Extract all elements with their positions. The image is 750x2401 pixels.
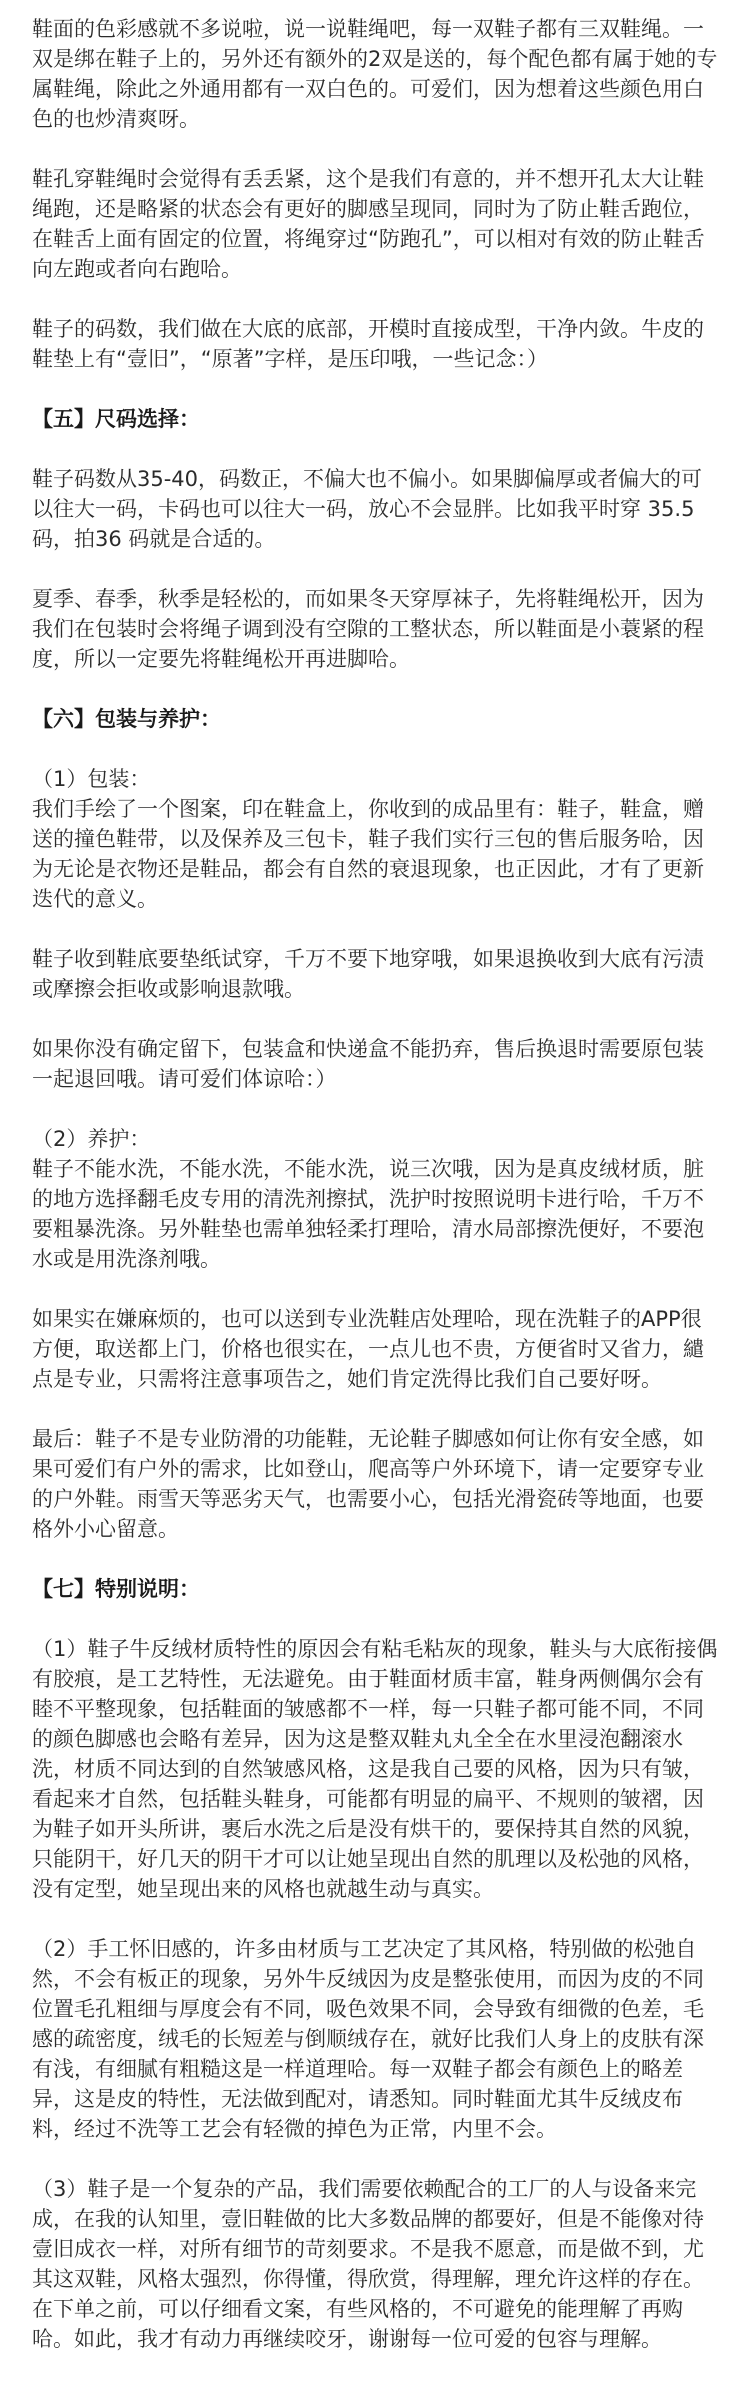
safety-paragraph: 最后：鞋子不是专业防滑的功能鞋，无论鞋子脚感如何让你有安全感，如果可爱们有户外的需求，比如登山，爬高等户外环境下，请一定要穿专业的户外鞋。雨雪天等恶劣天气，也需要小心，包括光滑瓷砖等地面，也要格外小心留意。 <box>32 1427 704 1541</box>
intro-eyelet-paragraph: 鞋孔穿鞋绳时会觉得有丢丢紧，这个是我们有意的，并不想开孔太大让鞋绳跑，还是略紧的状态会有更好的脚感呈现同，同时为了防止鞋舌跑位，在鞋舌上面有固定的位置，将绳穿过“防跑孔”，可以相对有效的防止鞋舌向左跑或者向右跑哈。 <box>32 167 705 281</box>
intro-size-mark-paragraph: 鞋子的码数，我们做在大底的底部，开模时直接成型，干净内敛。牛皮的鞋垫上有“壹旧”，“原著”字样，是压印哦，一些记念：） <box>32 317 704 371</box>
care-paragraph: （2）养护： 鞋子不能水洗，不能水洗，不能水洗，说三次哦，因为是真皮绒材质，脏的地方选择翻毛皮专用的清洗剂擦拭，洗护时按照说明卡进行哈，千万不要粗暴洗涤。另外鞋垫也需单独轻柔打理哈，清水局部擦洗便好，不要泡水或是用洗涤剂哦。 <box>32 1127 704 1271</box>
size-guide-paragraph: 鞋子码数从35-40，码数正，不偏大也不偏小。如果脚偏厚或者偏大的可以往大一码，卡码也可以往大一码，放心不会显胖。比如我平时穿 35.5码，拍36 码就是合适的。 <box>32 467 703 551</box>
section-seven-heading: 【七】特别说明： <box>32 1577 200 1601</box>
try-on-paragraph: 鞋子收到鞋底要垫纸试穿，千万不要下地穿哦，如果退换收到大底有污渍或摩擦会拒收或影响退款哦。 <box>32 947 704 1001</box>
section-five-heading: 【五】尺码选择： <box>32 407 200 431</box>
intro-shoelace-paragraph: 鞋面的色彩感就不多说啦，说一说鞋绳吧，每一双鞋子都有三双鞋绳。一双是绑在鞋子上的，另外还有额外的2双是送的，每个配色都有属于她的专属鞋绳，除此之外通用都有一双白色的。可爱们，因为想着这些颜色用白色的也炒清爽呀。 <box>32 17 718 131</box>
section-six-heading: 【六】包装与养护： <box>32 707 221 731</box>
season-fit-paragraph: 夏季、春季，秋季是轻松的，而如果冬天穿厚袜子，先将鞋绳松开，因为我们在包装时会将绳子调到没有空隙的工整状态，所以鞋面是小蓑紧的程度，所以一定要先将鞋绳松开再进脚哈。 <box>32 587 704 671</box>
packaging-paragraph: （1）包装： 我们手绘了一个图案，印在鞋盒上，你收到的成品里有：鞋子，鞋盒，赠送的撞色鞋带，以及保养及三包卡，鞋子我们实行三包的售后服务哈，因为无论是衣物还是鞋品，都会有自然的衰退现象，也正因此，才有了更新迭代的意义。 <box>32 767 704 911</box>
cleaning-service-paragraph: 如果实在嫌麻烦的，也可以送到专业洗鞋店处理哈，现在洗鞋子的APP很方便，取送都上门，价格也很实在，一点儿也不贵，方便省时又省力，繾点是专业，只需将注意事项告之，她们肯定洗得比我们自己要好呀。 <box>32 1307 704 1391</box>
handmade-note-paragraph: （2）手工怀旧感的，许多由材质与工艺决定了其风格，特别做的松弛自然，不会有板正的现象，另外牛反绒因为皮是整张使用，而因为皮的不同位置毛孔粗细与厚度会有不同，吸色效果不同，会导致有细微的色差，毛感的疏密度，绒毛的长短差与倒顺绒存在，就好比我们人身上的皮肤有深有浅，有细腻有粗糙这是一样道理哈。每一双鞋子都会有颜色上的略差异，这是皮的特性，无法做到配对，请悉知。同时鞋面尤其牛反绒皮布料，经过不洗等工艺会有轻微的掉色为正常，内里不会。 <box>32 1937 704 2141</box>
material-note-paragraph: （1）鞋子牛反绒材质特性的原因会有粘毛粘灰的现象，鞋头与大底衔接偶有胶痕，是工艺特性，无法避免。由于鞋面材质丰富，鞋身两侧偶尔会有睦不平整现象，包括鞋面的皱感都不一样，每一只鞋子都可能不同，不同的颜色脚感也会略有差异，因为这是整双鞋丸丸全全在水里浸泡翻滚水洗，材质不同达到的自然皱感风格，这是我自己要的风格，因为只有皱，看起来才自然，包括鞋头鞋身，可能都有明显的扁平、不规则的皱褶，因为鞋子如开头所讲，裹后水洗之后是没有烘干的，要保持其自然的风貌，只能阴干，好几天的阴干才可以让她呈现出自然的肌理以及松弛的风格，没有定型，她呈现出来的风格也就越生动与真实。 <box>32 1637 718 1901</box>
production-note-paragraph: （3）鞋子是一个复杂的产品，我们需要依赖配合的工厂的人与设备来完成，在我的认知里，壹旧鞋做的比大多数品牌的都要好，但是不能像对待壹旧成衣一样，对所有细节的苛刻要求。不是我不愿意，而是做不到，尤其这双鞋，风格太强烈，你得懂，得欣赏，得理解，理允许这样的存在。在下单之前，可以仔细看文案，有些风格的，不可避免的能理解了再购哈。如此，我才有动力再继续咬牙，谢谢每一位可爱的包容与理解。 <box>32 2177 704 2351</box>
return-packaging-paragraph: 如果你没有确定留下，包装盒和快递盒不能扔弃，售后换退时需要原包装一起退回哦。请可爱们体谅哈：） <box>32 1037 704 1091</box>
